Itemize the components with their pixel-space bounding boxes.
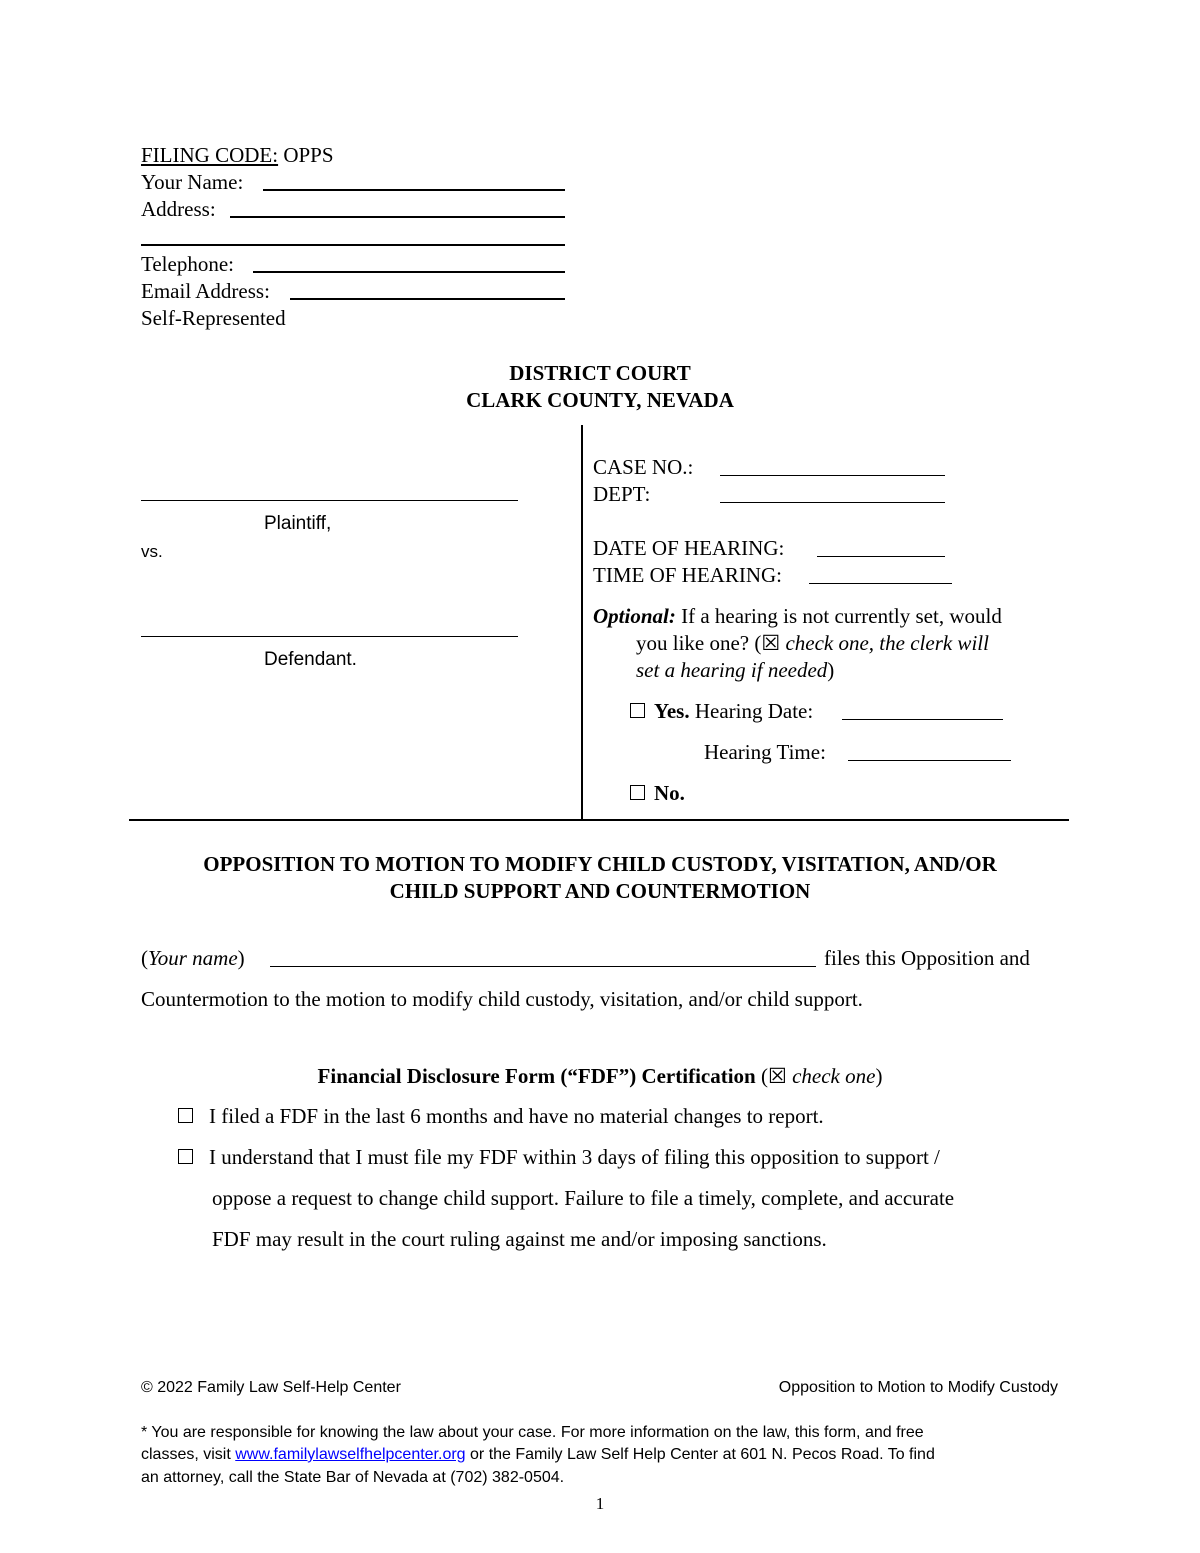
optional-text: If a hearing is not currently set, would [681,604,1002,628]
fdf-option2-text-line3: FDF may result in the court ruling against me and/or imposing sanctions. [212,1227,827,1251]
optional-line3 [636,657,834,684]
page-number [0,1490,1200,1517]
fdf-option2-text-line2: oppose a request to change child support. Failure to file a timely, complete, and accurate [212,1186,955,1210]
footer-doc-title: Opposition to Motion to Modify Custody [778,1379,1058,1396]
fdf-option2 [178,1144,940,1171]
fdf-option2-checkbox[interactable] [178,1149,193,1164]
filing-code-label: FILING CODE: [141,143,279,167]
optional-label: Optional: [593,604,676,628]
your-name-label: Your Name: [141,170,244,194]
defendant-name-field[interactable] [141,636,518,637]
filer-name-field[interactable] [270,966,816,967]
case-no-label: CASE NO.: [593,455,694,479]
footer-note-line3: an attorney, call the State Bar of Nevada at (702) 382-0504. [141,1469,565,1486]
email-field[interactable] [290,298,565,300]
hearing-date-label: Hearing Date: [694,699,814,723]
footer-note-line2-pre: classes, visit [141,1446,236,1463]
address-field[interactable] [230,216,565,218]
date-of-hearing-label: DATE OF HEARING: [593,536,785,560]
yes-label: Yes. [654,699,690,723]
optional-line2 [636,630,989,657]
fdf-heading-italic: check one [786,1064,876,1088]
case-no-field[interactable] [720,475,945,476]
no-checkbox[interactable] [630,785,645,800]
defendant-label: Defendant. [264,649,357,670]
email-label: Email Address: [141,279,270,303]
optional-italic2: set a hearing if needed [636,658,828,682]
optional-italic: check one, the clerk will [780,631,989,655]
dept-label: DEPT: [593,482,651,506]
address-line2-field[interactable] [141,244,565,246]
optional-text2: you like one? ( [636,631,762,655]
document-title-line1: OPPOSITION TO MOTION TO MODIFY CHILD CUSTODY, VISITATION, AND/OR [203,852,997,876]
address-label: Address: [141,197,216,221]
fdf-option1-checkbox[interactable] [178,1108,193,1123]
court-name: DISTRICT COURT [509,361,691,385]
no-label: No. [654,781,685,805]
filing-code-value: OPPS [283,143,334,167]
plaintiff-name-field[interactable] [141,500,518,501]
no-option [630,780,685,807]
caption-horizontal-divider [129,819,1069,821]
optional-close: ) [827,658,835,682]
date-of-hearing-field[interactable] [817,556,945,557]
time-of-hearing-field[interactable] [809,583,952,584]
telephone-label: Telephone: [141,252,234,276]
plaintiff-label: Plaintiff, [264,513,332,534]
fdf-paren-open: ( [755,1064,768,1088]
fdf-heading-text: Financial Disclosure Form (“FDF”) Certification [317,1064,756,1088]
telephone-field[interactable] [253,271,565,273]
check-symbol-icon: ☒ [761,631,781,655]
court-county: CLARK COUNTY, NEVADA [466,388,734,412]
yes-checkbox[interactable] [630,703,645,718]
fdf-option1 [178,1103,824,1130]
dept-field[interactable] [720,502,945,503]
your-name-italic: Your name [148,946,238,970]
fdf-heading [0,1063,1200,1090]
optional-line1 [593,603,1002,630]
hearing-time-label: Hearing Time: [704,740,826,764]
footer-note-line2 [141,1444,935,1466]
self-represented: Self-Represented [141,306,286,330]
fdf-paren-close: ) [875,1064,883,1088]
fdf-option2-text-line1: I understand that I must file my FDF within 3 days of filing this opposition to support / [209,1145,940,1169]
paren-close: ) [237,946,245,970]
vs-label: vs. [141,542,163,561]
hearing-time-field[interactable] [848,760,1011,761]
paren-open: ( [141,946,148,970]
page-number-value: 1 [595,1494,605,1513]
footer-copyright: © 2022 Family Law Self-Help Center [141,1379,401,1396]
your-name-field[interactable] [263,189,565,191]
document-title-line2: CHILD SUPPORT AND COUNTERMOTION [389,879,811,903]
your-name-paren [141,945,245,972]
yes-option [630,698,813,725]
caption-vertical-divider [581,425,583,820]
fdf-option1-text: I filed a FDF in the last 6 months and have no material changes to report. [209,1104,824,1128]
filing-code [141,142,334,169]
footer-website-link[interactable]: www.familylawselfhelpcenter.org [235,1446,466,1463]
hearing-date-field[interactable] [842,719,1003,720]
footer-note-line2-post: or the Family Law Self Help Center at 601 N. Pecos Road. To find [465,1446,935,1463]
fdf-check-symbol-icon: ☒ [768,1064,787,1088]
footer-note-line1: * You are responsible for knowing the law about your case. For more information on the law, this form, and free [141,1424,924,1441]
countermotion-text: Countermotion to the motion to modify child custody, visitation, and/or child support. [141,987,863,1011]
files-text: files this Opposition and [824,946,1030,970]
time-of-hearing-label: TIME OF HEARING: [593,563,782,587]
